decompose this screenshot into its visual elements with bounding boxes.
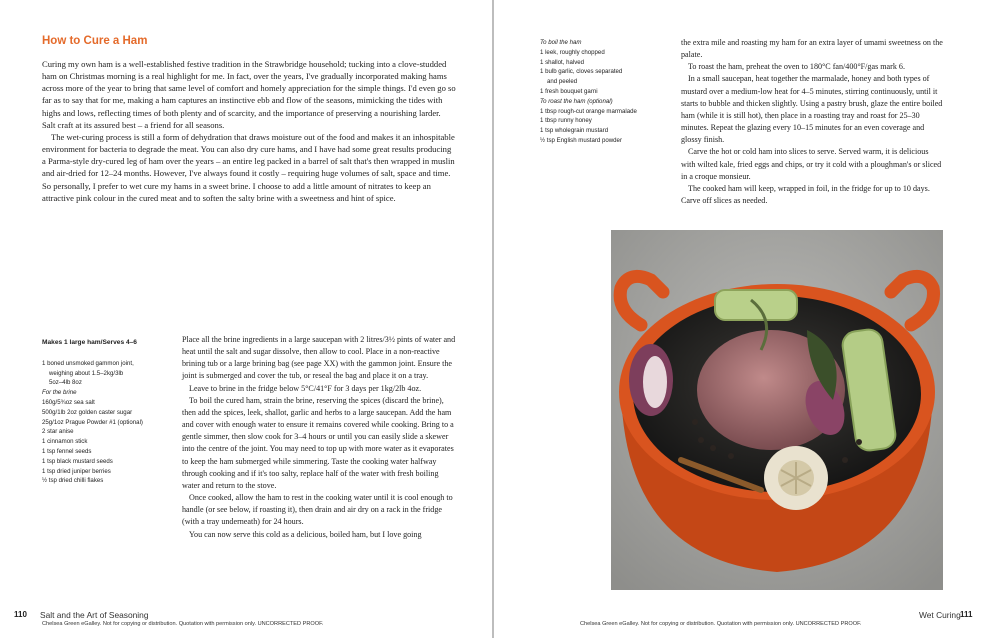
roast-heading: To roast the ham (optional) xyxy=(540,97,613,105)
method-paragraph: In a small saucepan, heat together the marmalade, honey and both types of mustard over a medium-low heat for 4–5 minutes, stirring continuously, until it starts to bubble and thicken slightly. Using a pastry brush, glaze the entire boiled ham (while it is still hot), then place in a roasting tray and roast for 25–30 minutes. Repeat the glazing every 10–15 minutes for an even coverage and glossy finish. xyxy=(681,74,943,145)
ingredient: ½ tsp English mustard powder xyxy=(540,136,622,144)
recipe-yield: Makes 1 large ham/Serves 4–6 xyxy=(42,339,137,346)
method-paragraph: Leave to brine in the fridge below 5°C/41°F for 3 days per 1kg/2lb 4oz. xyxy=(189,383,422,393)
ingredient: 160g/5¾oz sea salt xyxy=(42,398,95,406)
method-paragraph: The cooked ham will keep, wrapped in foil, in the fridge for up to 10 days. Carve off slices as needed. xyxy=(681,183,930,206)
intro-paragraph: Curing my own ham is a well-established festive tradition in the Strawbridge household; tucking into a clove-studded ham on Christmas morning is a real highlight for me. In fact, over the years, I've gradually incorporated making hams across more of the year to bring that same level of comfort and homely appreciation for the simple things. I'd even go so far as to say that for me, making a ham captures an instinctive ebb and flow of the seasons, mimicking the tides with highs and lows, reflecting times of both plenty and of scarcity, and the importance of preserving a nourishing larder. Salt craft at its assured best – a friend for all seasons. xyxy=(42,59,456,130)
ingredient: 5oz–4lb 8oz xyxy=(49,379,82,387)
ingredient: weighing about 1.5–2kg/3lb xyxy=(49,369,124,377)
page-number: 110 xyxy=(14,610,27,619)
right-page xyxy=(494,0,985,638)
disclaimer-note: Chelsea Green eGalley. Not for copying or distribution. Quotation with permission only. UNCORRECTED PROOF. xyxy=(580,621,862,627)
disclaimer-note: Chelsea Green eGalley. Not for copying or distribution. Quotation with permission only. UNCORRECTED PROOF. xyxy=(42,621,324,627)
ingredient: 1 boned unsmoked gammon joint, xyxy=(42,359,134,367)
ingredient: 1 bulb garlic, cloves separated xyxy=(540,68,623,76)
ingredient: 1 tsp black mustard seeds xyxy=(42,457,113,465)
method-paragraph: To boil the cured ham, strain the brine, reserving the spices (discard the brine), then add the spices, leek, shallot, garlic and herbs to a large saucepan. Add the ham and cover with enough water to ensure it remains covered while cooking. Bring to a gentle simmer, then slow cook for 3–4 hours or until you can easily slide a skewer into the centre of the joint. You may need to top up with more water as it evaporates to keep the ham submerged while simmering. Taste the cooking water halfway through cooking and if it's too salty, replace half of the water with fresh boiling water and return to the stove. xyxy=(182,395,454,490)
method-paragraph: Place all the brine ingredients in a large saucepan with 2 litres/3½ pints of water and heat until the salt and sugar dissolve, then allow to cool. Place in a non-reactive brining tub or a large brining bag (see page XX) with the gammon joint. Ensure the joint is submerged and cover the tub, or reseal the bag and place it on a tray. xyxy=(182,335,456,381)
ingredients-list xyxy=(540,38,670,146)
ingredients-list xyxy=(42,338,177,486)
method-paragraph: Once cooked, allow the ham to rest in the cooking water until it is cool enough to handle (or see below, if roasting it), then drain and air dry on a rack in the fridge (with a tray underneath) for 24 hours. xyxy=(182,493,453,527)
ham-pot-photo xyxy=(611,230,943,590)
ingredient: 1 leek, roughly chopped xyxy=(540,48,605,56)
intro-paragraph: The wet-curing process is still a form of dehydration that draws moisture out of the food and makes it an inhospitable environment for bacteria to degrade the meat. You can also dry cure hams, and I have had some great results producing a Parma-style dry-cured leg of ham over the years – an entire leg packed in a barrel of salt that's then wrapped in muslin and air-dried for 12–24 months. However, I've always found it costly – requiring huge volumes of salt, space and time. So personally, I prefer to wet cure my hams in a sweet brine. I choose to add a little amount of nitrates to keep an attractive pink colour in the cured meat and to soften the salty brine with a sweetness and hint of spice. xyxy=(42,131,455,203)
method-paragraph: To roast the ham, preheat the oven to 180°C fan/400°F/gas mark 6. xyxy=(688,62,905,72)
method-paragraph: the extra mile and roasting my ham for an extra layer of umami sweetness on the palate. xyxy=(681,38,943,60)
method-paragraph: You can now serve this cold as a delicious, boiled ham, but I love going xyxy=(189,529,422,539)
ingredient: 1 tsp dried juniper berries xyxy=(42,467,111,475)
ingredient: 1 tsp wholegrain mustard xyxy=(540,127,609,135)
left-page xyxy=(0,0,492,638)
boil-heading: To boil the ham xyxy=(540,39,582,46)
brine-heading: For the brine xyxy=(42,389,77,397)
ingredient: 2 star anise xyxy=(42,428,74,436)
recipe-title: How to Cure a Ham xyxy=(42,35,148,47)
intro-text xyxy=(42,58,456,204)
method-paragraph: Carve the hot or cold ham into slices to serve. Served warm, it is delicious with wilted kale, fried eggs and chips, or try it cold with a ploughman's or sliced in a croque monsieur. xyxy=(681,147,942,181)
method-text xyxy=(681,37,943,207)
ingredient: 1 tbsp rough-cut orange marmalade xyxy=(540,107,637,115)
running-title: Salt and the Art of Seasoning xyxy=(40,610,149,620)
ingredient: ½ tsp dried chilli flakes xyxy=(42,477,104,485)
ingredient: 500g/1lb 2oz golden caster sugar xyxy=(42,408,133,416)
ingredient: 1 tsp fennel seeds xyxy=(42,447,92,455)
ingredient: 25g/1oz Prague Powder #1 (optional) xyxy=(42,418,143,426)
ingredient: 1 tbsp runny honey xyxy=(540,117,592,125)
ingredient: 1 shallot, halved xyxy=(540,58,585,66)
ingredient: and peeled xyxy=(547,78,578,86)
page-number: 111 xyxy=(960,610,973,619)
ingredient: 1 cinnamon stick xyxy=(42,438,88,446)
method-text xyxy=(182,334,456,541)
ingredient: 1 fresh bouquet garni xyxy=(540,87,598,95)
running-title: Wet Curing xyxy=(919,610,961,620)
